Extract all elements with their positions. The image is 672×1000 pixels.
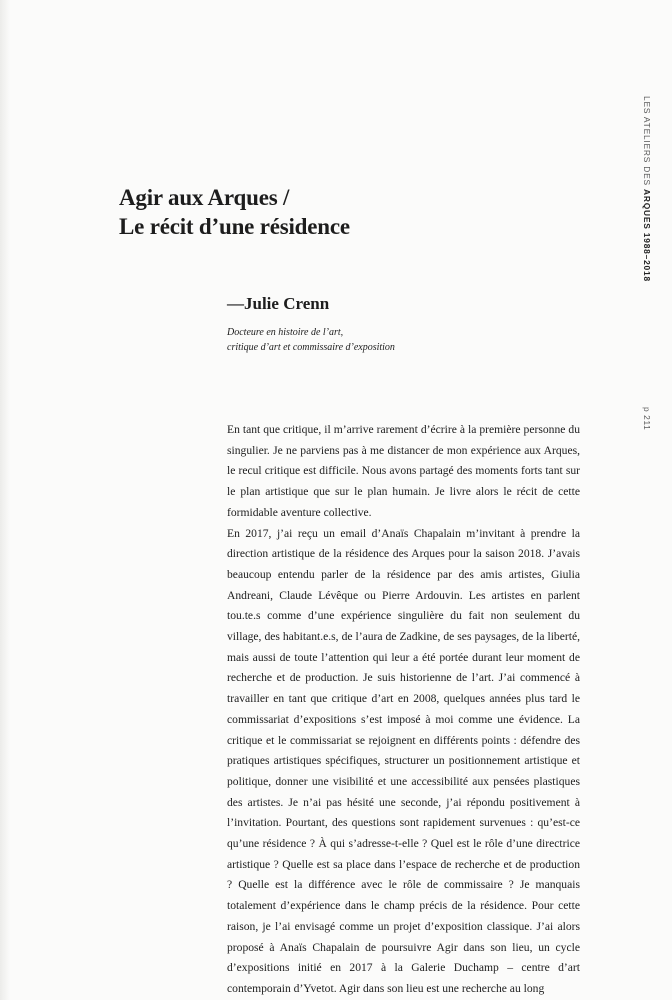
article-title-line-1: Agir aux Arques / [119, 185, 290, 210]
running-head-series-bold: ARQUES 1988–2018 [642, 189, 652, 282]
body-paragraph-1: En tant que critique, il m’arrive rarement d’écrire à la première personne du singulier. Je ne parviens pas à me distancer de mon expérience aux Arques, le recul critique est difficile. Nous avons partagé des moments forts tant sur le plan artistique que sur le plan humain. Je livre alors le récit de cette formidable aventure collective. [227, 423, 580, 519]
author-role-line-1: Docteure en histoire de l’art, [227, 327, 344, 338]
author-role [227, 325, 487, 355]
page-number [642, 407, 652, 447]
body-paragraph-2: En 2017, j’ai reçu un email d’Anaïs Chapalain m’invitant à prendre la direction artistique de la résidence des Arques pour la saison 2018. J’avais beaucoup entendu parler de la résidence par des amis artistes, Giulia Andreani, Claude Lévêque ou Pierre Ardouvin. Les artistes en parlent tou.te.s comme d’une expérience singulière du fait non seulement du village, des habitant.e.s, de l’aura de Zadkine, de ses paysages, de la liberté, mais aussi de toute l’attention qui leur a été portée durant leur moment de recherche et de production. Je suis historienne de l’art. J’ai commencé à travailler en tant que critique d’art en 2008, quelques années plus tard le commissariat d’expositions s’est imposé à moi comme une évidence. La critique et le commissariat se rejoignent en différents points : défendre des pratiques artistiques spécifiques, structurer un positionnement artistique et politique, donner une visibilité et une accessibilité aux pensées plastiques des artistes. Je n’ai pas hésité une seconde, j’ai répondu positivement à l’invitation. Pourtant, des questions sont rapidement survenues : qu’est-ce qu’une résidence ? À qui s’adresse-t-elle ? Quel est le rôle d’une directrice artistique ? Quelle est sa place dans l’espace de recherche et de production ? Quelle est la différence avec le rôle de commissaire ? Je manquais totalement d’expérience dans le champ précis de la résidence. Pour cette raison, je l’ai envisagé comme un projet d’exposition classique. J’ai alors proposé à Anaïs Chapalain de poursuivre Agir dans son lieu, un cycle d’expositions initié en 2017 à la Galerie Duchamp – centre d’art contemporain d’Yvetot. Agir dans son lieu est une recherche au long [227, 526, 580, 995]
running-head [642, 96, 652, 296]
page-fold-shadow [0, 0, 10, 1000]
article-body [227, 420, 580, 1000]
author-role-line-2: critique d’art et commissaire d’exposition [227, 342, 395, 353]
running-head-series: LES ATELIERS DES [642, 96, 652, 190]
article-title-line-2: Le récit d’une résidence [119, 214, 350, 239]
author-name: —Julie Crenn [227, 294, 330, 313]
article-title [119, 183, 449, 241]
page-number-label: p 211 [642, 407, 652, 431]
